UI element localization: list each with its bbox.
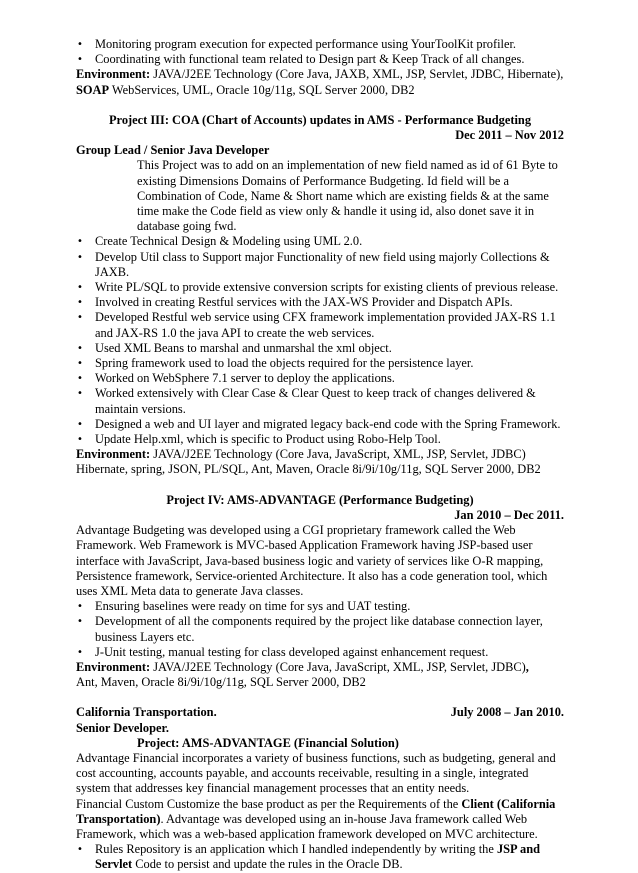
soap-label: SOAP — [76, 82, 110, 97]
list-item: • Used XML Beans to marshal and unmarshal the xml object. — [76, 341, 564, 356]
list-item: • Worked extensively with Clear Case & Clear Quest to keep track of changes delivered & maintain versions. — [76, 386, 564, 416]
client-name: Client (California Transportation) — [76, 796, 556, 826]
description-text: Financial Custom Customize the base product as per the Requirements of the — [76, 796, 462, 811]
list-item: • Involved in creating Restful services with the JAX-WS Provider and Dispatch APIs. — [76, 295, 564, 310]
list-item: • Development of all the components required by the project like database connection layer, business Layers etc. — [76, 614, 564, 644]
environment-line — [76, 83, 564, 98]
project-title: Project IV: AMS-ADVANTAGE (Performance Budgeting) — [166, 492, 474, 507]
bullet-list — [76, 234, 564, 447]
list-item: • Write PL/SQL to provide extensive conversion scripts for existing clients of previous release. — [76, 280, 564, 295]
list-item: • Ensuring baselines were ready on time for sys and UAT testing. — [76, 599, 564, 614]
environment-label: Environment: — [76, 67, 151, 82]
environment-label: Environment: — [76, 659, 151, 674]
list-item: • Designed a web and UI layer and migrated legacy back-end code with the Spring Framework. — [76, 417, 564, 432]
list-item: • Monitoring program execution for expected performance using YourToolKit profiler. — [76, 37, 564, 52]
role-title: Group Lead / Senior Java Developer — [76, 143, 270, 158]
list-item: • Coordinating with functional team related to Design part & Keep Track of all changes. — [76, 52, 564, 67]
project-title: Project: AMS-ADVANTAGE (Financial Solution) — [137, 735, 399, 750]
environment-line: Hibernate, spring, JSON, PL/SQL, Ant, Maven, Oracle 8i/9i/10g/11g, SQL Server 2000, DB2 — [76, 462, 541, 477]
project-dates: Dec 2011 – Nov 2012 — [455, 128, 564, 143]
job-dates: July 2008 – Jan 2010. — [450, 705, 564, 720]
project-description: This Project was to add on an implementation of new field named as id of 61 Byte to existing Dimensions Domains of Performance Budgeting. Id field will be a Combination of Code, Name & Short name which are existing fields & at the same time make the Code field as view only & handle it using id, also donet save it in database going fwd. — [137, 158, 558, 234]
list-item: • Worked on WebSphere 7.1 server to deploy the applications. — [76, 371, 564, 386]
company-name: California Transportation. — [76, 705, 217, 720]
environment-text: JAVA/J2EE Technology (Core Java, JavaScript, XML, JSP, Servlet, JDBC) — [150, 447, 526, 462]
environment-line: Ant, Maven, Oracle 8i/9i/10g/11g, SQL Server 2000, DB2 — [76, 675, 366, 690]
list-item: • Spring framework used to load the objects required for the persistence layer. — [76, 356, 564, 371]
environment-line — [76, 660, 564, 675]
list-item: • Create Technical Design & Modeling using UML 2.0. — [76, 234, 564, 249]
environment-text: WebServices, UML, Oracle 10g/11g, SQL Server 2000, DB2 — [109, 82, 415, 97]
description-text: . Advantage was developed using an in-house Java framework called Web Framework, which was a web-based application framework developed on MVC architecture. — [76, 811, 538, 841]
list-item: • Update Help.xml, which is specific to Product using Robo-Help Tool. — [76, 432, 564, 447]
bullet-list — [76, 37, 564, 67]
list-item: • J-Unit testing, manual testing for class developed against enhancement request. — [76, 645, 564, 660]
bullet-list — [76, 842, 564, 872]
bullet-bold-text: JSP and Servlet — [95, 842, 540, 872]
environment-line — [76, 67, 564, 82]
environment-text: JAVA/J2EE Technology (Core Java, JAXB, XML, JSP, Servlet, JDBC, Hibernate), — [150, 67, 564, 82]
role-title: Senior Developer. — [76, 720, 169, 735]
job-header — [76, 705, 564, 720]
project-dates: Jan 2010 – Dec 2011. — [454, 507, 564, 522]
environment-comma: , — [525, 659, 529, 674]
project-title: Project III: COA (Chart of Accounts) updates in AMS - Performance Budgeting — [108, 112, 532, 127]
list-item: • Develop Util class to Support major Functionality of new field using majorly Collections & JAXB. — [76, 250, 564, 280]
list-item — [76, 842, 564, 872]
environment-text: JAVA/J2EE Technology (Core Java, JavaScript, XML, JSP, Servlet, JDBC) — [150, 659, 526, 674]
list-item: • Developed Restful web service using CFX framework implementation provided JAX-RS 1.1 and JAX-RS 1.0 the java API to create the web services. — [76, 310, 564, 340]
project-description — [76, 797, 564, 843]
project-description: Advantage Financial incorporates a variety of business functions, such as budgeting, general and cost accounting, accounts payable, and accounts receivable, resulting in a single, integrated system that addresses key financial management processes that an entity needs. — [76, 750, 556, 796]
project-description: Advantage Budgeting was developed using a CGI proprietary framework called the Web Framework. Web Framework is MVC-based Application Framework having JSP-based user interface with JavaScript, Java-based business logic and variety of services like O-R mapping, Persistence framework, Service-oriented Architecture. It also has a code generation tool, which uses XML Meta data to generate Java classes. — [76, 523, 548, 598]
bullet-list — [76, 599, 564, 660]
resume-page — [76, 37, 564, 873]
environment-line — [76, 447, 564, 462]
environment-label: Environment: — [76, 447, 151, 462]
bullet-text: Code to persist and update the rules in the Oracle DB. — [132, 857, 403, 872]
bullet-text: Rules Repository is an application which I handled independently by writing the — [95, 842, 497, 857]
